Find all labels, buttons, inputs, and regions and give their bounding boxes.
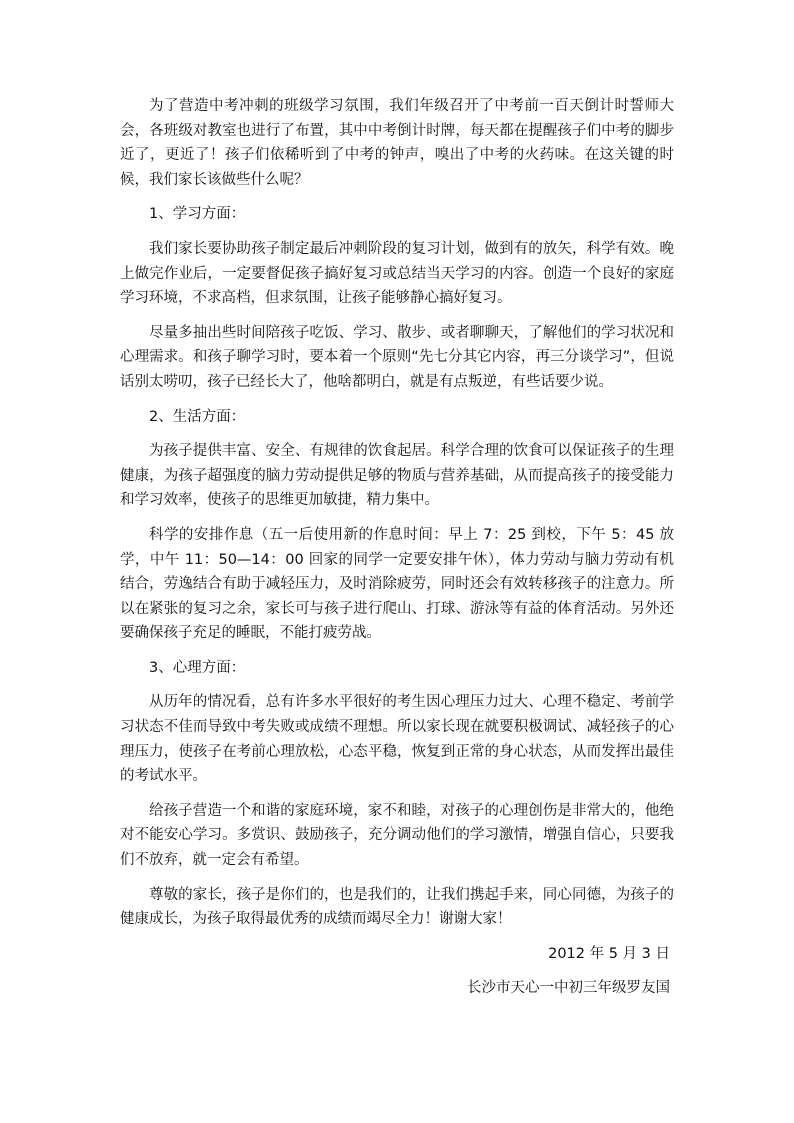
document-date: 2012 年 5 月 3 日 <box>548 945 670 962</box>
study-paragraph-2: 尽量多抽出些时间陪孩子吃饭、学习、散步、或者聊聊天，了解他们的学习状况和心理需求。和孩子聊学习时，要本着一个原则“先七分其它内容，再三分谈学习”，但说话别太唠叨，孩子已经长大了，他啥都明白，就是有点叛逆，有些话要少说。 <box>120 324 674 390</box>
section-heading-study: 1、学习方面： <box>149 206 246 223</box>
study-paragraph-1: 我们家长要协助孩子制定最后冲刺阶段的复习计划，做到有的放矢，科学有效。晚上做完作业后，一定要督促孩子搞好复习或总结当天学习的内容。创造一个良好的家庭学习环境，不求高档，但求氛围，让孩子能够静心搞好复习。 <box>120 240 674 307</box>
section-heading-mental: 3、心理方面： <box>149 659 246 676</box>
intro-paragraph: 为了营造中考冲刺的班级学习氛围，我们年级召开了中考前一百天倒计时誓师大会，各班级对教室也进行了布置，其中中考倒计时牌，每天都在提醒孩子们中考的脚步近了，更近了！孩子们依稀听到了中考的钟声，嗅出了中考的火药味。在这关键的时候，我们家长该做些什么呢？ <box>120 98 674 188</box>
section-heading-life: 2、生活方面： <box>149 408 246 425</box>
life-paragraph-1: 为孩子提供丰富、安全、有规律的饮食起居。科学合理的饮食可以保证孩子的生理健康，为孩子超强度的脑力劳动提供足够的物质与营养基础，从而提高孩子的接受能力和学习效率，使孩子的思维更加敏捷，精力集中。 <box>120 443 674 509</box>
mental-paragraph-2: 给孩子营造一个和谐的家庭环境，家不和睦，对孩子的心理创伤是非常大的，他绝对不能安心学习。多赏识、鼓励孩子，充分调动他们的学习激情，增强自信心，只要我们不放弃，就一定会有希望。 <box>120 802 674 869</box>
document-signature: 长沙市天心一中初三年级罗友国 <box>467 980 670 997</box>
mental-paragraph-1: 从历年的情况看，总有许多水平很好的考生因心理压力过大、心理不稳定、考前学习状态不佳而导致中考失败或成绩不理想。所以家长现在就要积极调试、减轻孩子的心理压力，使孩子在考前心理放松，心态平稳，恢复到正常的身心状态，从而发挥出最佳的考试水平。 <box>120 694 674 785</box>
life-paragraph-2: 科学的安排作息（五一后使用新的作息时间：早上 7：25 到校，下午 5：45 放学，中午 11：50—14：00 回家的同学一定要安排午休），体力劳动与脑力劳动有机结合，劳逸结合有助于减轻压力，及时消除疲劳，同时还会有效转移孩子的注意力。所以在紧张的复习之余，家长可与孩子进行爬山、打球、游泳等有益的体育活动。另外还要确保孩子充足的睡眠，不能打疲劳战。 <box>120 526 674 642</box>
closing-paragraph: 尊敬的家长，孩子是你们的，也是我们的，让我们携起手来，同心同德，为孩子的健康成长，为孩子取得最优秀的成绩而竭尽全力！谢谢大家！ <box>120 886 674 928</box>
